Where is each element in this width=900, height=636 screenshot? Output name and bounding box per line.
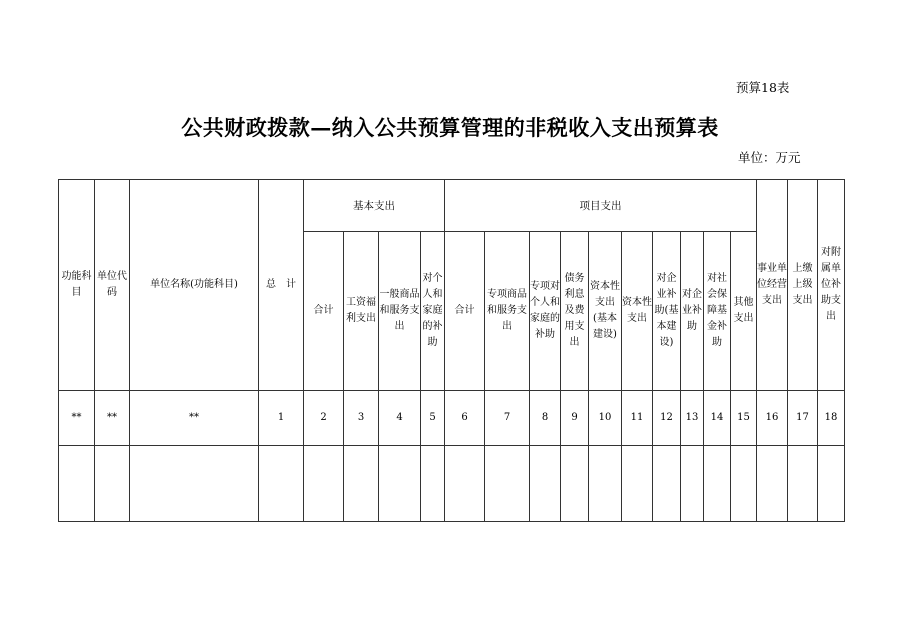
data-cell[interactable]: [561, 446, 589, 522]
code-cell: 2: [304, 391, 344, 446]
data-cell[interactable]: [130, 446, 259, 522]
data-cell[interactable]: [95, 446, 130, 522]
data-cell[interactable]: [731, 446, 757, 522]
code-cell: 18: [818, 391, 845, 446]
data-cell[interactable]: [304, 446, 344, 522]
col-project-subsidy: 专项对个人和家庭的补助: [530, 232, 561, 391]
code-cell: **: [59, 391, 95, 446]
data-cell[interactable]: [757, 446, 788, 522]
col-func-code: 功能科目: [59, 180, 95, 391]
col-unit-name: 单位名称(功能科目): [130, 180, 259, 391]
col-business-expenditure: 事业单位经营支出: [757, 180, 788, 391]
header-row-groups: [59, 180, 845, 232]
unit-label: 单位：万元: [738, 150, 801, 165]
code-cell: 17: [788, 391, 818, 446]
data-cell[interactable]: [485, 446, 530, 522]
code-row: [59, 391, 845, 446]
code-cell: **: [130, 391, 259, 446]
col-project-enterprise-construction: 对企业补助(基本建设): [653, 232, 681, 391]
data-cell[interactable]: [445, 446, 485, 522]
col-project-sum: 合计: [445, 232, 485, 391]
data-cell[interactable]: [59, 446, 95, 522]
data-cell[interactable]: [344, 446, 379, 522]
col-project-debt: 债务利息及费用支出: [561, 232, 589, 391]
form-number: 预算18表: [736, 80, 790, 95]
col-unit-code: 单位代码: [95, 180, 130, 391]
data-cell[interactable]: [589, 446, 622, 522]
code-cell: 15: [731, 391, 757, 446]
col-upper-remit: 上缴上级支出: [788, 180, 818, 391]
group-basic-expenditure: 基本支出: [304, 180, 445, 232]
col-project-capital: 资本性支出: [622, 232, 653, 391]
col-project-other: 其他支出: [731, 232, 757, 391]
col-basic-sum: 合计: [304, 232, 344, 391]
data-cell[interactable]: [259, 446, 304, 522]
data-cell[interactable]: [379, 446, 421, 522]
data-cell[interactable]: [681, 446, 704, 522]
code-cell: 3: [344, 391, 379, 446]
col-basic-wages: 工资福利支出: [344, 232, 379, 391]
code-cell: 11: [622, 391, 653, 446]
data-row-empty: [59, 446, 845, 522]
col-project-enterprise: 对企业补助: [681, 232, 704, 391]
data-cell[interactable]: [421, 446, 445, 522]
code-cell: 8: [530, 391, 561, 446]
code-cell: 5: [421, 391, 445, 446]
data-cell[interactable]: [622, 446, 653, 522]
code-cell: 12: [653, 391, 681, 446]
code-cell: 13: [681, 391, 704, 446]
data-cell[interactable]: [788, 446, 818, 522]
page-title: 公共财政拨款—纳入公共预算管理的非税收入支出预算表: [181, 115, 719, 140]
data-cell[interactable]: [653, 446, 681, 522]
code-cell: 9: [561, 391, 589, 446]
code-cell: 4: [379, 391, 421, 446]
code-cell: 16: [757, 391, 788, 446]
col-basic-subsidy: 对个人和家庭的补助: [421, 232, 445, 391]
code-cell: 14: [704, 391, 731, 446]
budget-table: [58, 179, 845, 522]
col-project-social-security: 对社会保障基金补助: [704, 232, 731, 391]
code-cell: **: [95, 391, 130, 446]
col-affiliated-subsidy: 对附属单位补助支出: [818, 180, 845, 391]
code-cell: 7: [485, 391, 530, 446]
col-project-goods: 专项商品和服务支出: [485, 232, 530, 391]
data-cell[interactable]: [818, 446, 845, 522]
data-cell[interactable]: [530, 446, 561, 522]
code-cell: 6: [445, 391, 485, 446]
code-cell: 1: [259, 391, 304, 446]
code-cell: 10: [589, 391, 622, 446]
data-cell[interactable]: [704, 446, 731, 522]
col-project-capital-construction: 资本性支出(基本建设): [589, 232, 622, 391]
group-project-expenditure: 项目支出: [445, 180, 757, 232]
col-basic-goods: 一般商品和服务支出: [379, 232, 421, 391]
col-total: 总 计: [259, 180, 304, 391]
